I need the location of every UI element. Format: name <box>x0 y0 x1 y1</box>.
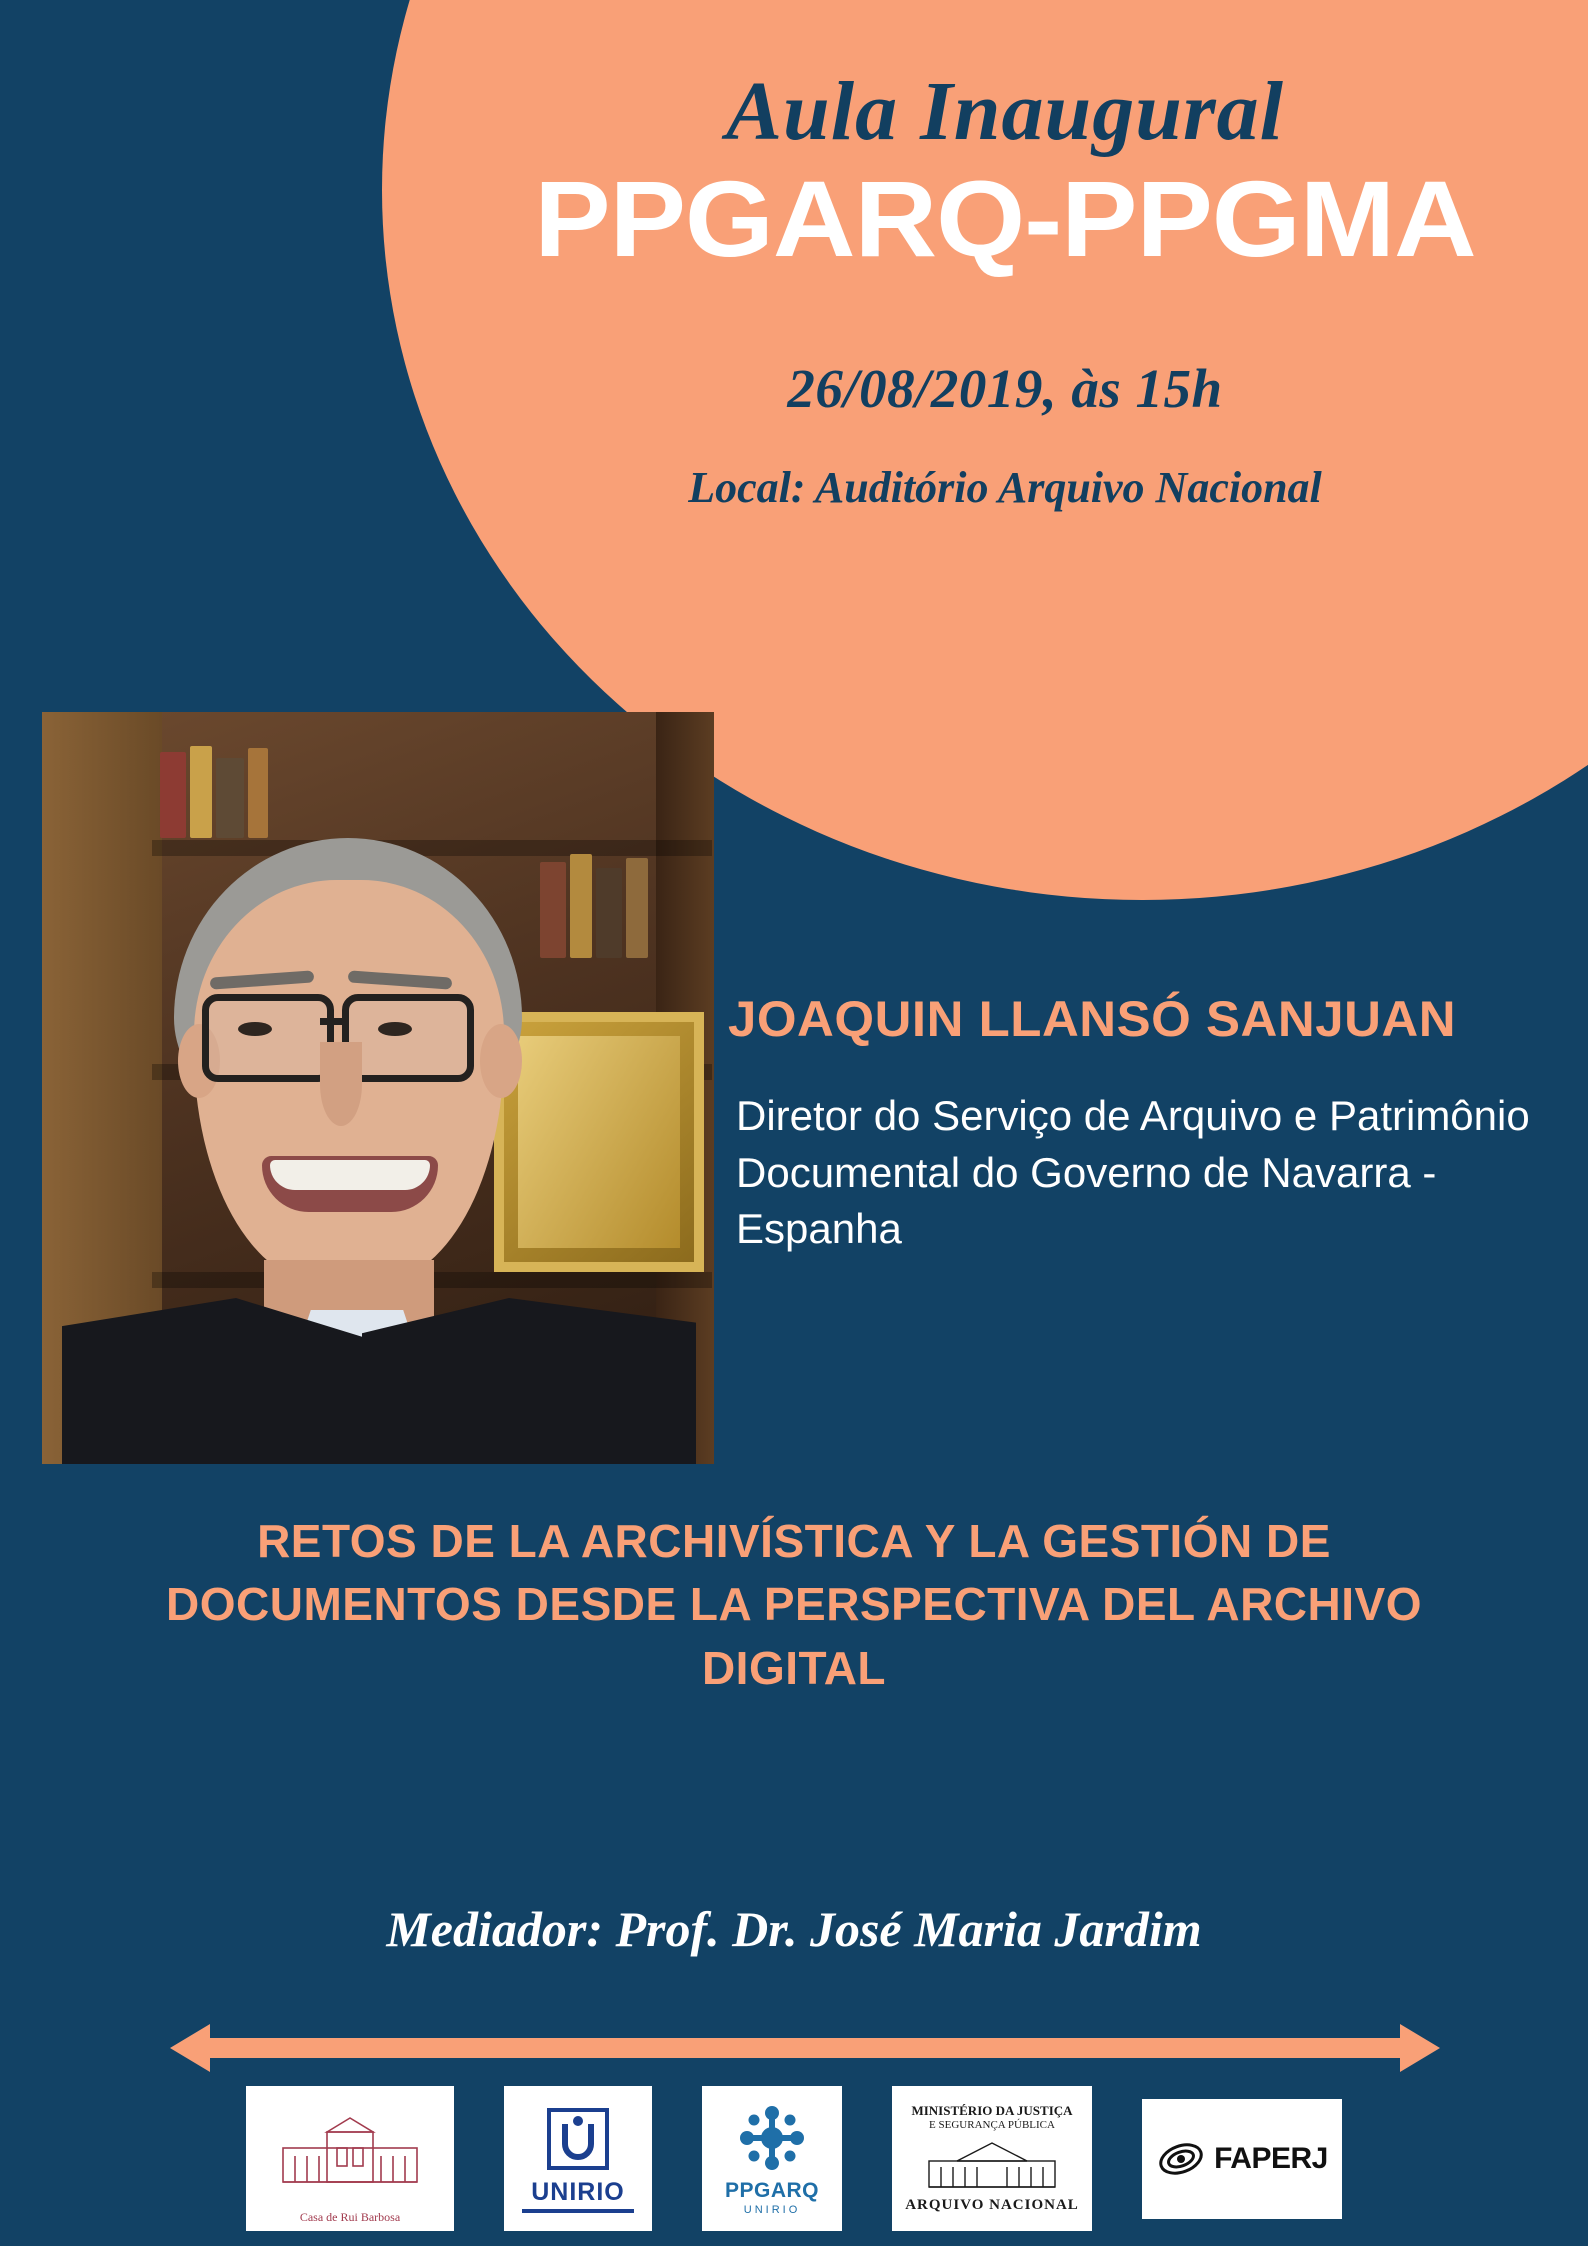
event-location: Local: Auditório Arquivo Nacional <box>688 463 1322 513</box>
logo-arquivo-nacional-line3: ARQUIVO NACIONAL <box>905 2197 1079 2213</box>
logo-faperj <box>1142 2099 1342 2219</box>
speaker-name: JOAQUIN LLANSÓ SANJUAN <box>728 991 1457 1047</box>
poster-header <box>500 65 1510 515</box>
logo-arquivo-nacional <box>892 2086 1092 2231</box>
page-title-programs: PPGARQ-PPGMA <box>534 158 1476 279</box>
event-date-time: 26/08/2019, às 15h <box>787 358 1223 420</box>
speaker-photo <box>42 712 714 1464</box>
logo-arquivo-nacional-line2: E SEGURANÇA PÚBLICA <box>929 2119 1055 2131</box>
logo-ppgarq-caption: PPGARQ <box>724 2179 819 2202</box>
mediator-line: Mediador: Prof. Dr. José Maria Jardim <box>386 1901 1202 1957</box>
speaker-info <box>728 990 1536 1258</box>
logo-ppgarq-sub: UNIRIO <box>743 2204 801 2216</box>
speaker-role: Diretor do Serviço de Arquivo e Patrimônio Documental do Governo de Navarra - Espanha <box>736 1092 1530 1253</box>
speaker-portrait-illustration <box>42 712 714 1464</box>
lecture-title: RETOS DE LA ARCHIVÍSTICA Y LA GESTIÓN DE DOCUMENTOS DESDE LA PERSPECTIVA DEL ARCHIVO DIGITAL <box>166 1515 1422 1694</box>
logo-unirio <box>504 2086 652 2231</box>
logo-arquivo-nacional-line1: MINISTÉRIO DA JUSTIÇA <box>911 2103 1073 2118</box>
logo-unirio-caption: UNIRIO <box>531 2178 625 2206</box>
logo-faperj-caption: FAPERJ <box>1214 2141 1328 2175</box>
logo-casa-de-rui-barbosa-caption: Casa de Rui Barbosa <box>299 2210 401 2224</box>
logo-row <box>0 2086 1588 2231</box>
arrow-divider-icon <box>170 2022 1440 2074</box>
page-title-script: Aula Inaugural <box>726 65 1284 158</box>
logo-casa-de-rui-barbosa <box>246 2086 454 2231</box>
logo-ppgarq <box>702 2086 842 2231</box>
